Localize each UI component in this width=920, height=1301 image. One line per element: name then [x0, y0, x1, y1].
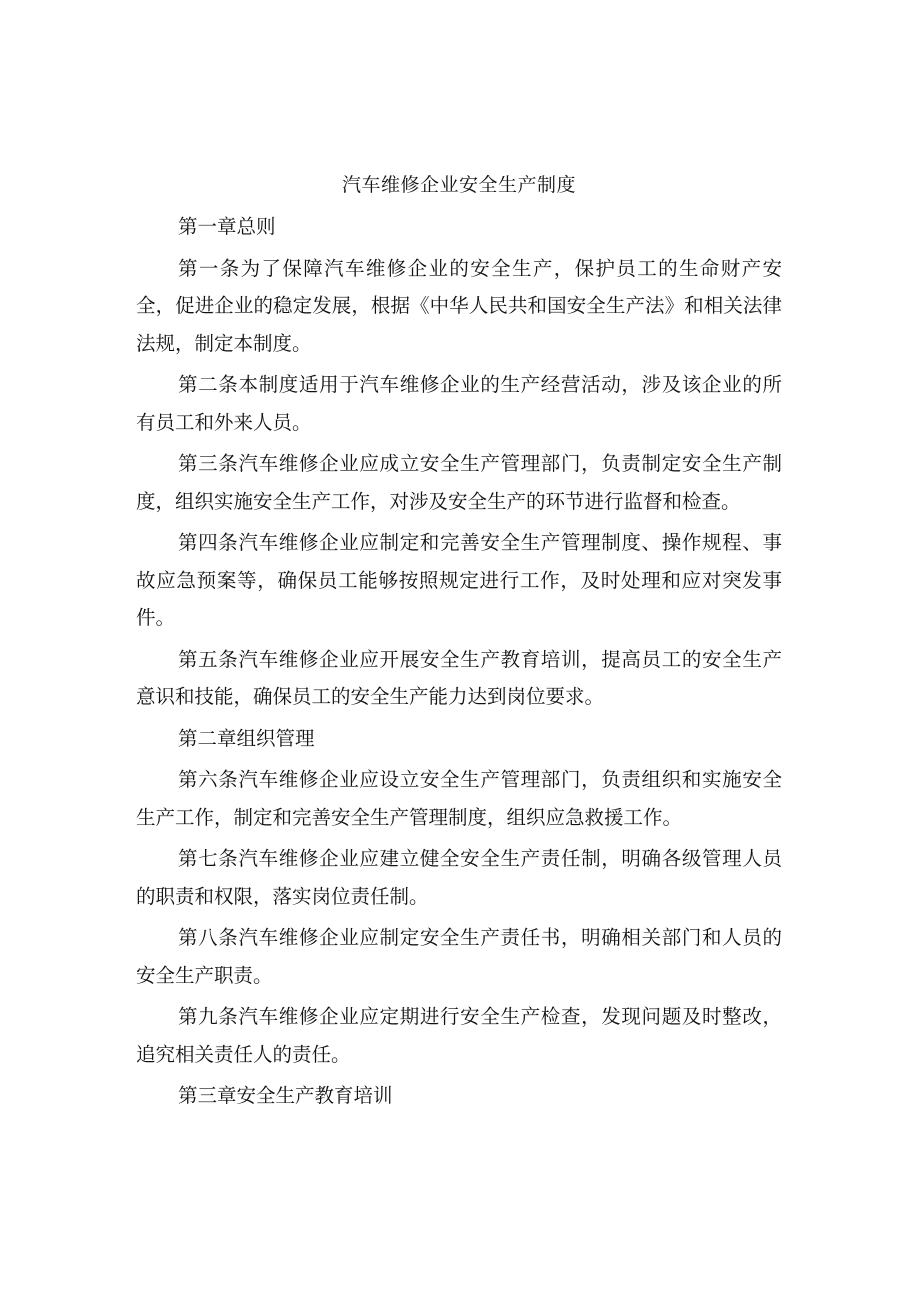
- document-body: [136, 168, 782, 1119]
- article-paragraph: 第四条汽车维修企业应制定和完善安全生产管理制度、操作规程、事故应急预案等，确保员工能够按照规定进行工作，及时处理和应对突发事件。: [136, 531, 782, 629]
- article-paragraph: 第九条汽车维修企业应定期进行安全生产检查，发现问题及时整改，追究相关责任人的责任。: [136, 1005, 782, 1066]
- article-paragraph: 第五条汽车维修企业应开展安全生产教育培训，提高员工的安全生产意识和技能，确保员工的安全生产能力达到岗位要求。: [136, 647, 782, 708]
- article-paragraph: 第七条汽车维修企业应建立健全安全生产责任制，明确各级管理人员的职责和权限，落实岗位责任制。: [136, 847, 782, 908]
- document-title: 汽车维修企业安全生产制度: [341, 174, 576, 196]
- article-paragraph: 第六条汽车维修企业应设立安全生产管理部门，负责组织和实施安全生产工作，制定和完善安全生产管理制度，组织应急救援工作。: [136, 768, 782, 829]
- article-paragraph: 第一条为了保障汽车维修企业的安全生产，保护员工的生命财产安全，促进企业的稳定发展，根据《中华人民共和国安全生产法》和相关法律法规，制定本制度。: [136, 256, 782, 355]
- article-paragraph: 第八条汽车维修企业应制定安全生产责任书，明确相关部门和人员的安全生产职责。: [136, 926, 782, 987]
- article-paragraph: 第三条汽车维修企业应成立安全生产管理部门，负责制定安全生产制度，组织实施安全生产工作，对涉及安全生产的环节进行监督和检查。: [136, 452, 782, 513]
- article-paragraph: 第二条本制度适用于汽车维修企业的生产经营活动，涉及该企业的所有员工和外来人员。: [136, 373, 782, 434]
- chapter-heading: 第二章组织管理: [178, 726, 315, 750]
- chapter-heading: 第三章安全生产教育培训: [178, 1084, 393, 1107]
- chapter-heading: 第一章总则: [178, 215, 276, 238]
